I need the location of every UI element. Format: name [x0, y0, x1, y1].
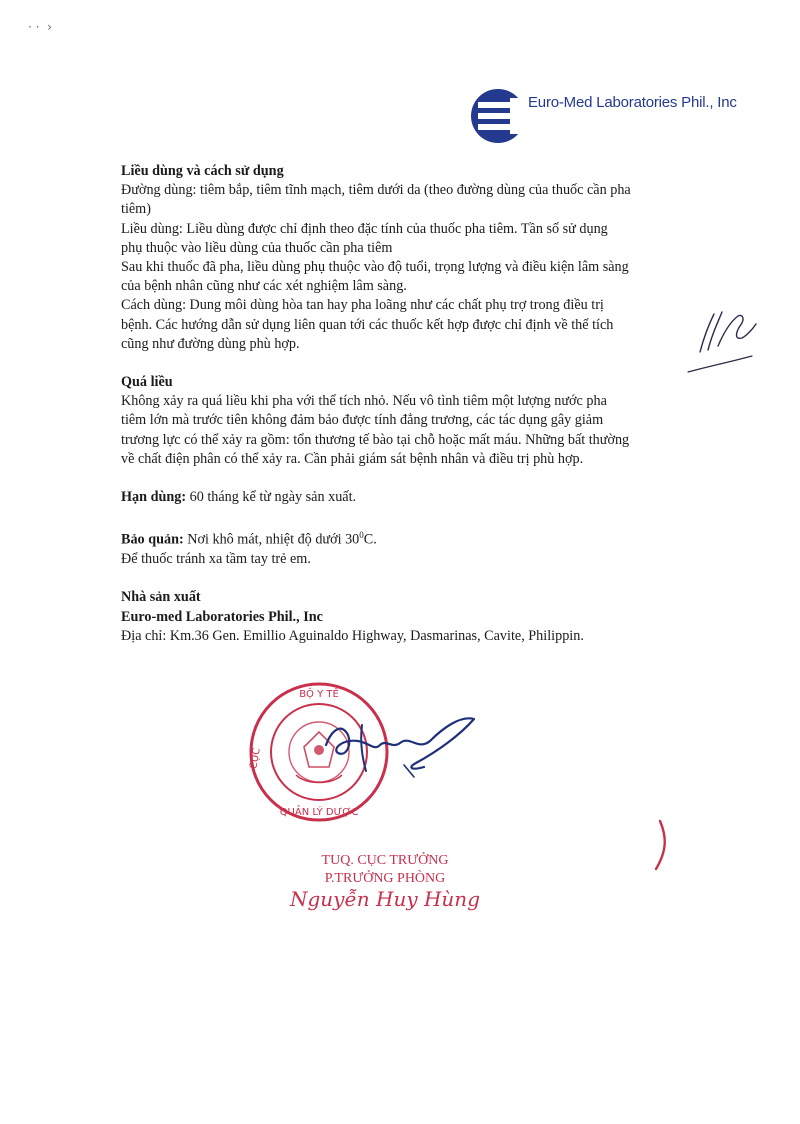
overdose-heading: Quá liều: [121, 374, 173, 391]
dosage-line: bệnh. Các hướng dẫn sử dụng liên quan tới các thuốc kết hợp được chỉ định về thể tích: [121, 316, 614, 333]
overdose-section: [121, 392, 701, 469]
signer-name: Nguyễn Huy Hùng: [289, 887, 480, 911]
overdose-line: tiêm lớn mà trước tiên không đảm bảo được tính đẳng trương, các tác dụng gây giảm: [121, 412, 604, 429]
storage-unit: C.: [363, 531, 377, 548]
company-logo: [470, 84, 770, 154]
margin-initials-signature: [680, 292, 770, 382]
svg-text:CỤC: CỤC: [248, 747, 263, 771]
company-logo-text: Euro-Med Laboratories Phil., Inc: [528, 94, 737, 111]
storage-degree: 0: [359, 530, 364, 541]
approval-block: [270, 852, 500, 911]
svg-text:BỘ Y TẾ: BỘ Y TẾ: [299, 689, 339, 700]
expiry-value: 60 tháng kể từ ngày sản xuất.: [186, 489, 357, 506]
expiry-line: [121, 488, 701, 507]
overdose-line: Không xảy ra quá liều khi pha với thể tích nhỏ. Nếu vô tình tiêm một lượng nước pha: [121, 393, 607, 410]
storage-line: [121, 526, 701, 550]
dosage-line: cũng như đường dùng phù hợp.: [121, 335, 300, 352]
dosage-section: [121, 181, 701, 354]
dosage-heading: Liều dùng và cách sử dụng: [121, 163, 284, 179]
approval-line-2: P.TRƯỞNG PHÒNG: [324, 871, 446, 886]
document-body: [121, 162, 701, 646]
dosage-line: Cách dùng: Dung môi dùng hòa tan hay pha loãng như các chất phụ trợ trong điều trị: [121, 297, 604, 314]
overdose-line: về chất điện phân có thể xảy ra. Cần phải giám sát bệnh nhân và điều trị phù hợp.: [121, 450, 584, 467]
dosage-line: Liều dùng: Liều dùng được chỉ định theo đặc tính của thuốc pha tiêm. Tần số sử dụng: [121, 220, 608, 237]
overdose-line: trương lực có thể xảy ra gồm: tổn thương tế bào tại chỗ hoặc mất máu. Những bất thường: [121, 431, 630, 448]
storage-value: Nơi khô mát, nhiệt độ dưới 30: [183, 531, 360, 548]
company-logo-icon: [470, 84, 526, 148]
scan-artifact-dots: · · ›: [28, 20, 52, 34]
red-margin-mark: [648, 815, 678, 875]
dosage-line: Đường dùng: tiêm bắp, tiêm tĩnh mạch, tiêm dưới da (theo đường dùng của thuốc cần pha: [121, 182, 631, 199]
official-signature: [318, 705, 488, 785]
manufacturer-name: Euro-med Laboratories Phil., Inc: [121, 608, 323, 625]
dosage-line: phụ thuộc vào liều dùng của thuốc cần pha tiêm: [121, 239, 393, 256]
dosage-line: tiêm): [121, 201, 151, 218]
svg-text:QUẢN LÝ DƯỢC: QUẢN LÝ DƯỢC: [279, 807, 359, 818]
expiry-label: Hạn dùng:: [121, 489, 187, 506]
manufacturer-address: Địa chỉ: Km.36 Gen. Emillio Aguinaldo Highway, Dasmarinas, Cavite, Philippin.: [121, 627, 584, 644]
dosage-line: của bệnh nhân cũng như các xét nghiệm lâm sàng.: [121, 278, 407, 295]
storage-label: Bảo quản:: [121, 531, 184, 548]
dosage-line: Sau khi thuốc đã pha, liều dùng phụ thuộc vào độ tuổi, trọng lượng và điều kiện lâm sàng: [121, 259, 629, 276]
approval-line-1: TUQ. CỤC TRƯỞNG: [321, 853, 449, 868]
storage-line-2: Để thuốc tránh xa tầm tay trẻ em.: [121, 551, 311, 568]
manufacturer-heading: Nhà sản xuất: [121, 589, 201, 606]
